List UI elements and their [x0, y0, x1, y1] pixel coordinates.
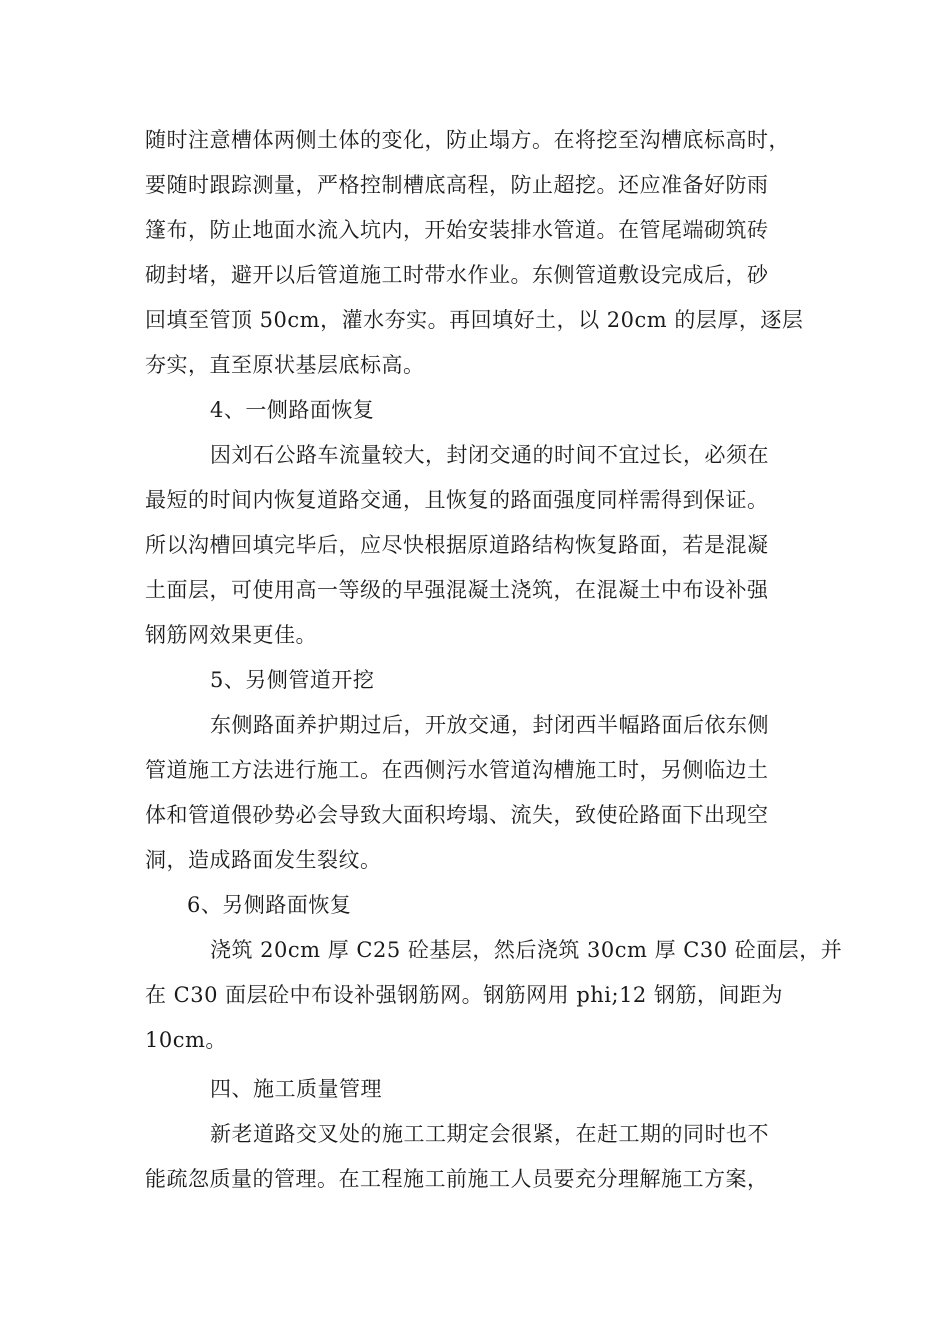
paragraph-line: 在 C30 面层砼中布设补强钢筋网。钢筋网用 phi;12 钢筋，间距为 [145, 983, 783, 1007]
section-heading: 4、一侧路面恢复 [210, 398, 375, 422]
paragraph-line: 10cm。 [145, 1028, 227, 1052]
paragraph-line: 回填至管顶 50cm，灌水夯实。再回填好土，以 20cm 的层厚，逐层 [145, 308, 804, 332]
paragraph-line: 管道施工方法进行施工。在西侧污水管道沟槽施工时，另侧临边土 [145, 758, 769, 782]
paragraph-line: 篷布，防止地面水流入坑内，开始安装排水管道。在管尾端砌筑砖 [145, 218, 769, 242]
section-heading: 5、另侧管道开挖 [210, 668, 375, 692]
section-heading: 6、另侧路面恢复 [187, 893, 352, 917]
section-heading: 四、施工质量管理 [210, 1077, 382, 1101]
paragraph-line: 所以沟槽回填完毕后，应尽快根据原道路结构恢复路面，若是混凝 [145, 533, 769, 557]
paragraph-line: 东侧路面养护期过后，开放交通，封闭西半幅路面后依东侧 [210, 713, 769, 737]
paragraph-line: 随时注意槽体两侧土体的变化，防止塌方。在将挖至沟槽底标高时， [145, 128, 790, 152]
paragraph-line: 钢筋网效果更佳。 [145, 623, 317, 647]
paragraph-line: 土面层，可使用高一等级的早强混凝土浇筑，在混凝土中布设补强 [145, 578, 769, 602]
paragraph-line: 要随时跟踪测量，严格控制槽底高程，防止超挖。还应准备好防雨 [145, 173, 769, 197]
document-body [145, 118, 843, 1202]
paragraph-line: 能疏忽质量的管理。在工程施工前施工人员要充分理解施工方案， [145, 1167, 769, 1191]
paragraph-line: 砌封堵，避开以后管道施工时带水作业。东侧管道敷设完成后，砂 [145, 263, 769, 287]
paragraph-line: 体和管道偎砂势必会导致大面积垮塌、流失，致使砼路面下出现空 [145, 803, 769, 827]
paragraph-line: 新老道路交叉处的施工工期定会很紧，在赶工期的同时也不 [210, 1122, 769, 1146]
paragraph-line: 因刘石公路车流量较大，封闭交通的时间不宜过长，必须在 [210, 443, 769, 467]
paragraph-line: 最短的时间内恢复道路交通，且恢复的路面强度同样需得到保证。 [145, 488, 769, 512]
paragraph-line: 洞，造成路面发生裂纹。 [145, 848, 382, 872]
paragraph-line: 浇筑 20cm 厚 C25 砼基层，然后浇筑 30cm 厚 C30 砼面层，并 [210, 938, 843, 962]
paragraph-line: 夯实，直至原状基层底标高。 [145, 353, 425, 377]
